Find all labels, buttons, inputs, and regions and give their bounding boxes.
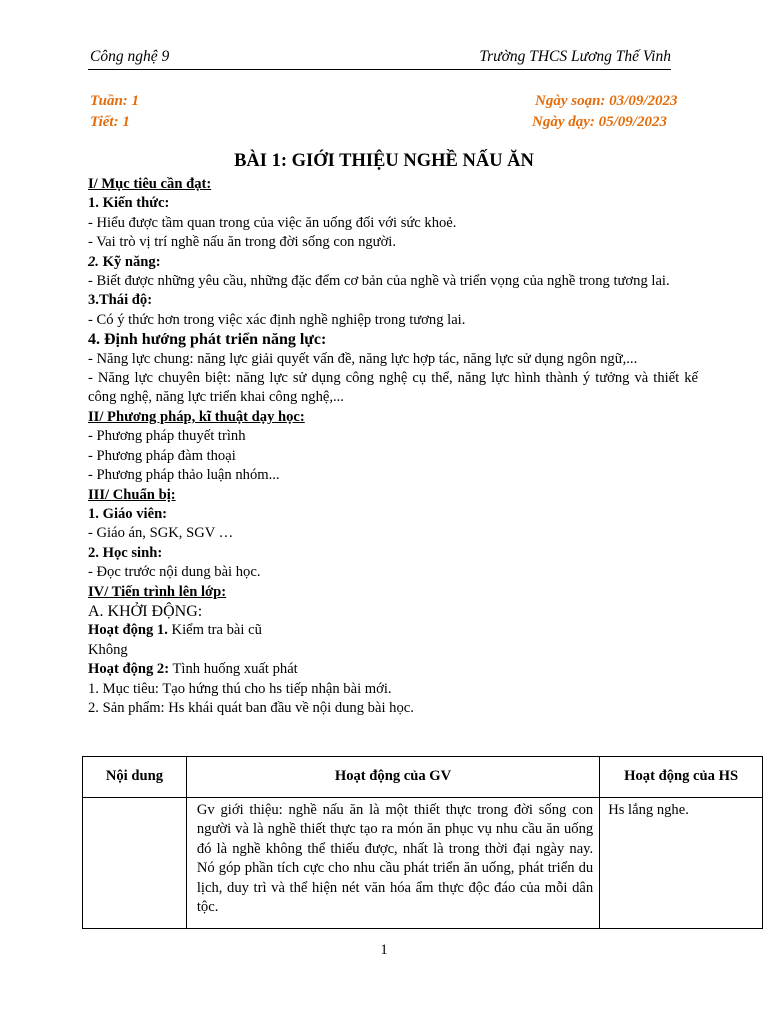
teacher-heading: 1. Giáo viên: bbox=[88, 505, 168, 522]
skills-heading-number: 2. bbox=[88, 253, 99, 270]
competency-item: - Năng lực chuyên biệt: năng lực sử dụng công nghệ cụ thể, năng lực hình thành ý tưởng và thiết kế công nghệ, năng lực triển khai công nghệ,... bbox=[88, 370, 698, 406]
process-heading: IV/ Tiến trình lên lớp: bbox=[88, 583, 227, 600]
table-header-content: Nội dung bbox=[83, 757, 187, 798]
activity-1-none: Không bbox=[88, 641, 128, 658]
skills-heading bbox=[88, 253, 698, 272]
header-subject: Công nghệ 9 bbox=[90, 48, 170, 65]
activity-2-product: 2. Sản phẩm: Hs khái quát ban đầu về nội dung bài học. bbox=[88, 699, 414, 716]
knowledge-item: - Vai trò vị trí nghề nấu ăn trong đời sống con người. bbox=[88, 234, 397, 251]
objectives-heading: I/ Mục tiêu cần đạt: bbox=[88, 176, 212, 192]
prepared-date: Ngày soạn: 03/09/2023 bbox=[535, 93, 678, 109]
table-cell-teacher: Gv giới thiệu: nghề nấu ăn là một thiết thực trong đời sống con người và là nghề thiết thực tạo ra món ăn phục vụ nhu cầu ăn uống đó là nghề không thể thiếu được, nhất là trong thời đại ngày nay. Nó góp phần tích cực cho nhu cầu phát triển ăn uống, phát triển du lịch, duy trì và thể hiện nét văn hóa ẩm thực độc đáo của mỗi dân tộc. bbox=[186, 798, 599, 929]
teacher-item: - Giáo án, SGK, SGV … bbox=[88, 525, 234, 542]
activity-2-text: Tình huống xuất phát bbox=[169, 661, 298, 678]
methods-item: - Phương pháp thuyết trình bbox=[88, 428, 246, 445]
table-cell-student: Hs lắng nghe. bbox=[600, 798, 763, 929]
student-item: - Đọc trước nội dung bài học. bbox=[88, 564, 261, 581]
activity-2-label: Hoạt động 2: bbox=[88, 661, 170, 678]
header-school: Trường THCS Lương Thế Vinh bbox=[479, 48, 671, 65]
knowledge-heading: 1. Kiến thức: bbox=[88, 195, 170, 212]
methods-item: - Phương pháp đàm thoại bbox=[88, 447, 236, 464]
methods-item: - Phương pháp thảo luận nhóm... bbox=[88, 467, 280, 484]
lesson-period-label: Tiết: 1 bbox=[90, 114, 130, 130]
lesson-title: BÀI 1: GIỚI THIỆU NGHỀ NẤU ĂN bbox=[234, 151, 534, 171]
skills-item: - Biết được những yêu cầu, những đặc đểm cơ bản của nghề và triển vọng của nghề trong tương lai. bbox=[88, 273, 670, 290]
table-row bbox=[83, 798, 763, 929]
lesson-body bbox=[88, 175, 698, 718]
activity-1-text: Kiểm tra bài cũ bbox=[167, 622, 262, 639]
activity-2 bbox=[88, 660, 698, 679]
methods-heading: II/ Phương pháp, kĩ thuật dạy học: bbox=[88, 408, 305, 425]
page-header bbox=[88, 47, 671, 70]
activity-table bbox=[82, 756, 763, 929]
week-label: Tuần: 1 bbox=[90, 93, 140, 109]
attitude-item: - Có ý thức hơn trong việc xác định nghề nghiệp trong tương lai. bbox=[88, 311, 466, 328]
page-number: 1 bbox=[380, 942, 388, 958]
table-header-teacher: Hoạt động của GV bbox=[186, 757, 599, 798]
table-header-row bbox=[83, 757, 763, 798]
knowledge-item: - Hiểu được tầm quan trong của việc ăn uống đối với sức khoẻ. bbox=[88, 214, 457, 231]
skills-heading-text: Kỹ năng: bbox=[98, 253, 161, 270]
table-cell-content bbox=[83, 798, 187, 929]
startup-heading: A. KHỞI ĐỘNG: bbox=[88, 602, 203, 620]
attitude-heading: 3.Thái độ: bbox=[88, 292, 153, 309]
activity-2-goal: 1. Mục tiêu: Tạo hứng thú cho hs tiếp nhận bài mới. bbox=[88, 680, 392, 697]
teaching-date: Ngày dạy: 05/09/2023 bbox=[532, 114, 667, 130]
competency-item: - Năng lực chung: năng lực giải quyết vấn đề, năng lực hợp tác, năng lực sử dụng ngôn ngữ,... bbox=[88, 350, 638, 367]
student-heading: 2. Học sinh: bbox=[88, 544, 163, 561]
table-header-student: Hoạt động của HS bbox=[600, 757, 763, 798]
competency-heading: 4. Định hướng phát triển năng lực: bbox=[88, 331, 327, 349]
activity-1-label: Hoạt động 1. bbox=[88, 622, 168, 639]
prep-heading: III/ Chuẩn bị: bbox=[88, 486, 176, 503]
activity-1 bbox=[88, 621, 698, 640]
